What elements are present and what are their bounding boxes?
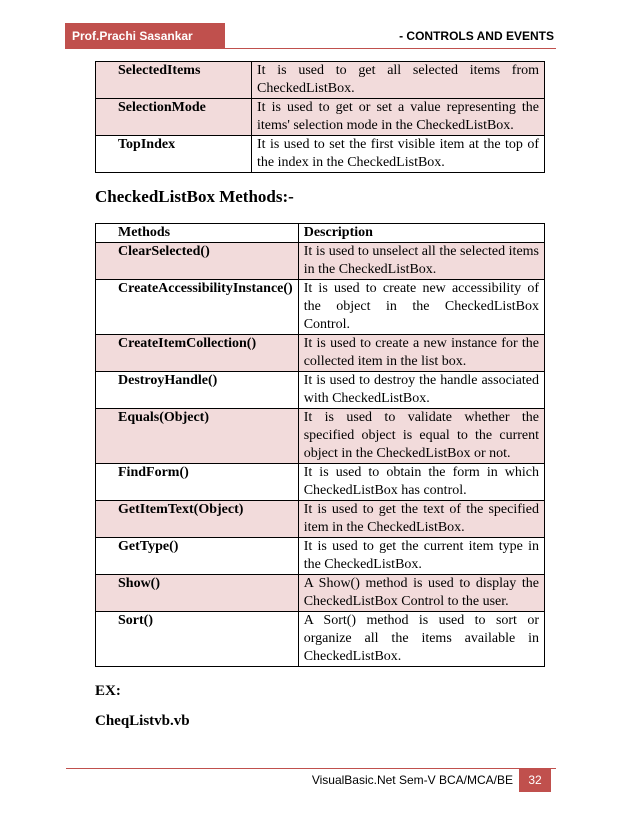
file-name: CheqListvb.vb xyxy=(95,713,190,729)
footer-text: VisualBasic.Net Sem-V BCA/MCA/BE xyxy=(311,773,513,787)
table-row xyxy=(96,372,545,409)
table-header-row xyxy=(96,224,545,243)
method-description: It is used to destroy the handle associated with CheckedListBox. xyxy=(298,372,544,409)
example-label: EX: xyxy=(95,683,121,699)
method-name: ClearSelected() xyxy=(96,243,299,280)
method-name: DestroyHandle() xyxy=(96,372,299,409)
method-description: It is used to create a new instance for the collected item in the list box. xyxy=(298,335,544,372)
methods-table xyxy=(95,223,545,667)
method-name: CreateAccessibilityInstance() xyxy=(96,280,299,335)
method-description: It is used to get the text of the specified item in the CheckedListBox. xyxy=(298,501,544,538)
method-name: GetItemText(Object) xyxy=(96,501,299,538)
method-name: Sort() xyxy=(96,612,299,667)
method-name: Equals(Object) xyxy=(96,409,299,464)
method-description: It is used to get the current item type in the CheckedListBox. xyxy=(298,538,544,575)
table-row xyxy=(96,243,545,280)
column-header-description: Description xyxy=(298,224,544,243)
property-name: TopIndex xyxy=(96,136,252,173)
method-name: GetType() xyxy=(96,538,299,575)
table-row xyxy=(96,99,545,136)
property-name: SelectedItems xyxy=(96,62,252,99)
table-row xyxy=(96,335,545,372)
method-description: It is used to validate whether the specified object is equal to the current object in the CheckedListBox or not. xyxy=(298,409,544,464)
property-description: It is used to get or set a value representing the items' selection mode in the CheckedListBox. xyxy=(252,99,545,136)
method-description: A Sort() method is used to sort or organize all the items available in CheckedListBox. xyxy=(298,612,544,667)
header-rule xyxy=(225,48,556,49)
table-row xyxy=(96,501,545,538)
table-row xyxy=(96,538,545,575)
section-title: CheckedListBox Methods:- xyxy=(95,187,294,206)
property-description: It is used to set the first visible item at the top of the index in the CheckedListBox. xyxy=(252,136,545,173)
method-description: It is used to create new accessibility of the object in the CheckedListBox Control. xyxy=(298,280,544,335)
property-name: SelectionMode xyxy=(96,99,252,136)
column-header-methods: Methods xyxy=(96,224,299,243)
table-row xyxy=(96,62,545,99)
table-row xyxy=(96,409,545,464)
method-description: It is used to obtain the form in which CheckedListBox has control. xyxy=(298,464,544,501)
properties-table xyxy=(95,61,545,173)
property-description: It is used to get all selected items from CheckedListBox. xyxy=(252,62,545,99)
table-row xyxy=(96,280,545,335)
table-row xyxy=(96,612,545,667)
table-row xyxy=(96,575,545,612)
table-row xyxy=(96,136,545,173)
header-author: Prof.Prachi Sasankar xyxy=(65,23,225,49)
footer-rule xyxy=(66,768,556,769)
method-description: It is used to unselect all the selected items in the CheckedListBox. xyxy=(298,243,544,280)
header-topic: - CONTROLS AND EVENTS xyxy=(399,29,554,43)
page-number: 32 xyxy=(519,768,551,792)
method-name: FindForm() xyxy=(96,464,299,501)
method-name: CreateItemCollection() xyxy=(96,335,299,372)
table-row xyxy=(96,464,545,501)
method-name: Show() xyxy=(96,575,299,612)
method-description: A Show() method is used to display the CheckedListBox Control to the user. xyxy=(298,575,544,612)
